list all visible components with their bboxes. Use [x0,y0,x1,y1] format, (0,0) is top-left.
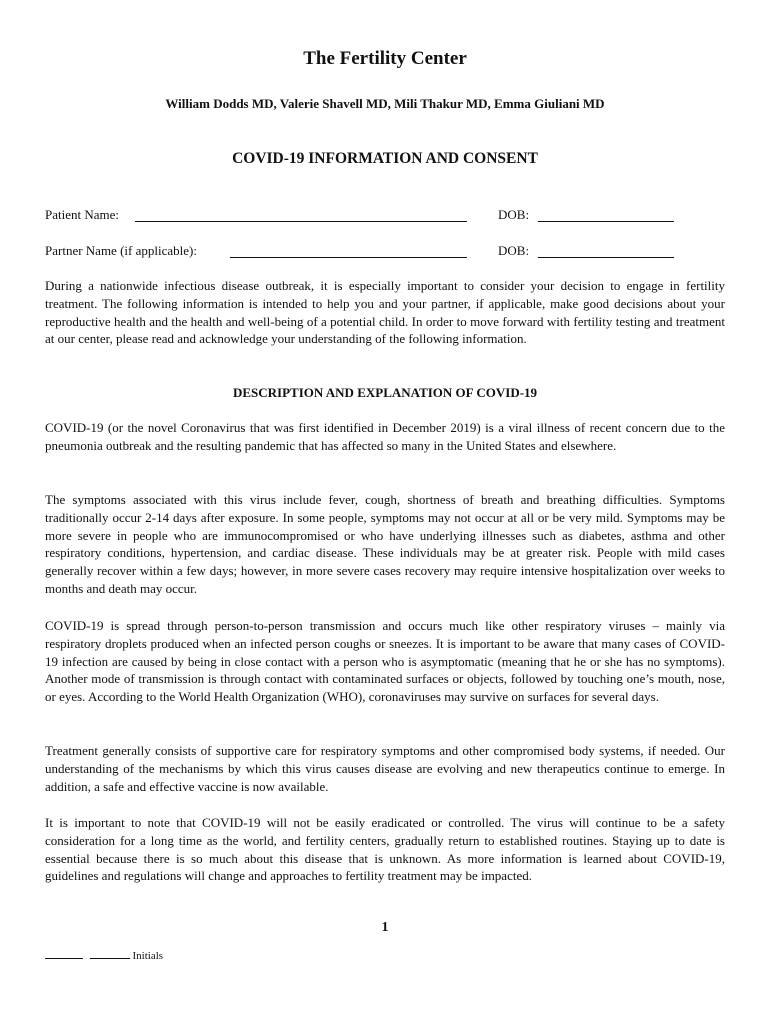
intro-paragraph: During a nationwide infectious disease outbreak, it is especially important to consider your decision to engage in fertility treatment. The following information is intended to help you and your partner, if applicable, make good decisions about your reproductive health and the health and well-being of a potential child. In order to move forward with fertility testing and treatment at our center, please read and acknowledge your understanding of the following information. [45,278,725,347]
page-number: 1 [381,920,389,935]
patient-dob-label: DOB: [498,207,530,222]
paragraph-transmission: COVID-19 is spread through person-to-person transmission and occurs much like other respiratory viruses – mainly via respiratory droplets produced when an infected person coughs or sneezes. It is important to be aware that many cases of COVID-19 infection are caused by being in close contact with a person who is asymptomatic (meaning that he or she has no symptoms). Another mode of transmission is through contact with contaminated surfaces or objects, followed by touching one’s mouth, nose, or eyes. According to the World Health Organization (WHO), coronaviruses may survive on surfaces for several days. [45,618,725,705]
section-heading: DESCRIPTION AND EXPLANATION OF COVID-19 [232,385,538,400]
paragraph-definition: COVID-19 (or the novel Coronavirus that was first identified in December 2019) is a viral illness of recent concern due to the pneumonia outbreak and the resulting pandemic that has affected so many in the United States and elsewhere. [45,420,725,453]
patient-name-row [45,207,725,225]
paragraph-treatment: Treatment generally consists of supportive care for respiratory symptoms and other compromised body systems, if needed. Our understanding of the mechanisms by which this virus causes disease are evolving and new therapeutics continue to emerge. In addition, a safe and effective vaccine is now available. [45,743,725,794]
patient-name-field[interactable] [135,207,467,222]
paragraph-eradication: It is important to note that COVID-19 will not be easily eradicated or controlled. The virus will continue to be a safety consideration for a long time as the world, and fertility centers, gradually return to established routines. Staying up to date is essential because there is so much about this disease that is unknown. As more information is learned about COVID-19, guidelines and regulations will change and approaches to fertility treatment may be impacted. [45,815,725,884]
partner-name-label: Partner Name (if applicable): [45,243,197,258]
patient-name-label: Patient Name: [45,207,120,222]
partner-name-row [45,243,725,261]
form-title: COVID-19 INFORMATION AND CONSENT [232,150,538,167]
partner-name-field[interactable] [230,243,467,258]
initials-field-1[interactable] [45,948,83,959]
partner-dob-label: DOB: [498,243,530,258]
page-title: The Fertility Center [303,48,467,69]
initials-label: Initials [132,950,164,962]
initials-field-2[interactable] [90,948,130,959]
partner-dob-field[interactable] [538,243,674,258]
patient-dob-field[interactable] [538,207,674,222]
doctor-list: William Dodds MD, Valerie Shavell MD, Mili Thakur MD, Emma Giuliani MD [165,96,605,111]
initials-row [45,948,163,962]
paragraph-symptoms: The symptoms associated with this virus include fever, cough, shortness of breath and breathing difficulties. Symptoms traditionally occur 2-14 days after exposure. In some people, symptoms may not occur at all or be very mild. Symptoms may be more severe in people who are immunocompromised or who have underlying illnesses such as diabetes, asthma and other respiratory conditions, hypertension, and cardiac disease. These individuals may be at greater risk. People with mild cases generally recover within a few days; however, in more severe cases recovery may require intensive hospitalization over weeks to months and death may occur. [45,492,725,596]
